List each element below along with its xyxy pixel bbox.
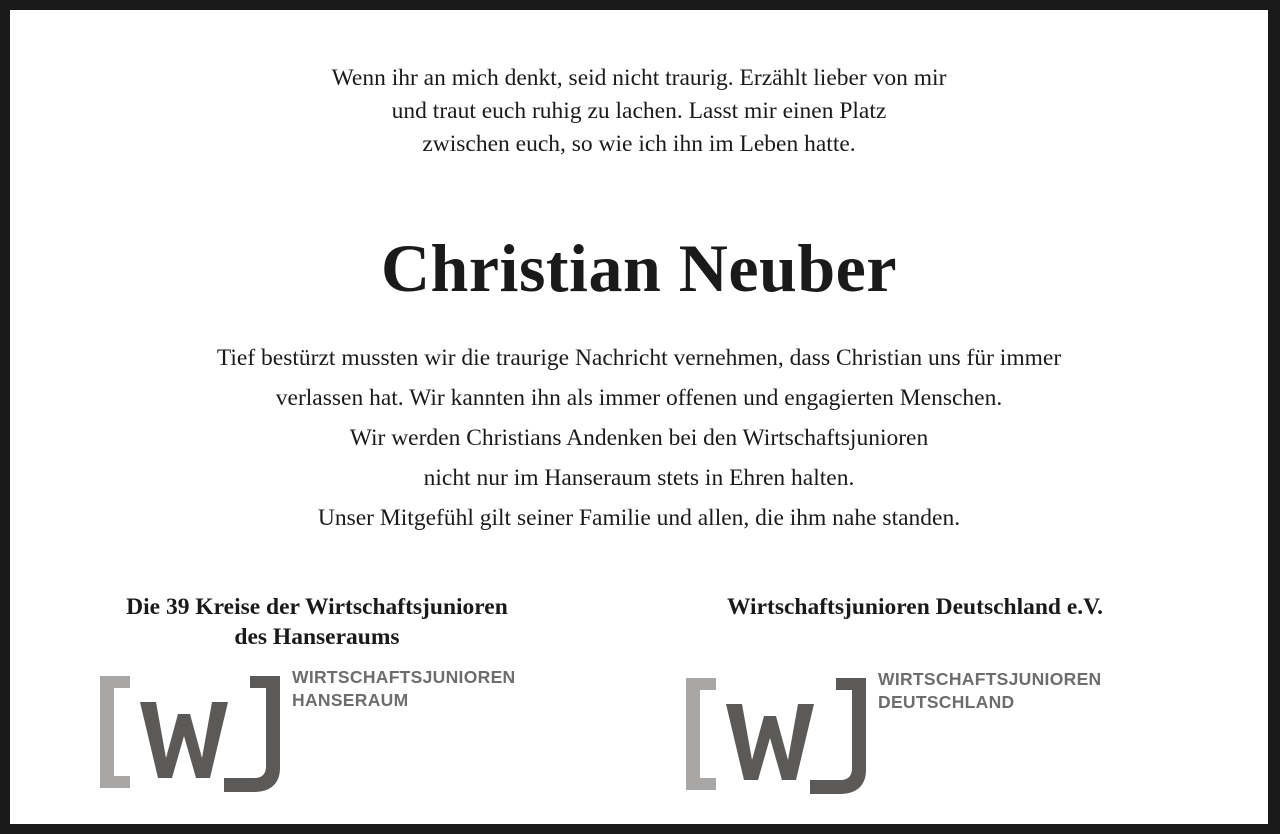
signer-line: Wirtschaftsjunioren Deutschland e.V. xyxy=(726,594,1104,620)
death-notice xyxy=(10,10,1268,824)
wj-logo-icon xyxy=(100,662,280,798)
poem-line: zwischen euch, so wie ich ihn im Leben hatte. xyxy=(422,131,856,157)
logo-text-line: DEUTSCHLAND xyxy=(878,692,1015,712)
poem-line: Wenn ihr an mich denkt, seid nicht traurig. Erzählt lieber von mir xyxy=(331,65,947,91)
logo-text-line: HANSERAUM xyxy=(292,690,409,710)
deceased-name: Christian Neuber xyxy=(380,230,898,306)
signer-line: des Hanseraums xyxy=(234,624,400,650)
poem-line: und traut euch ruhig zu lachen. Lasst mir einen Platz xyxy=(391,98,887,124)
logo-wordmark xyxy=(878,668,1101,714)
message-line: Tief bestürzt mussten wir die traurige Nachricht vernehmen, dass Christian uns für immer xyxy=(216,345,1062,371)
memorial-poem xyxy=(10,62,1268,161)
wj-logo-icon xyxy=(686,664,866,800)
wj-hanseraum-logo xyxy=(100,662,580,802)
logo-wordmark xyxy=(292,666,515,712)
signer-line: Die 39 Kreise der Wirtschaftsjunioren xyxy=(126,594,508,620)
message-line: Wir werden Christians Andenken bei den Wirtschaftsjunioren xyxy=(349,425,929,451)
signer-deutschland xyxy=(660,592,1170,622)
signer-hanseraum xyxy=(62,592,572,652)
logo-text-line: WIRTSCHAFTSJUNIOREN xyxy=(878,669,1102,689)
wj-deutschland-logo xyxy=(686,664,1166,804)
message-line: verlassen hat. Wir kannten ihn als immer offenen und engagierten Menschen. xyxy=(275,385,1003,411)
message-line: Unser Mitgefühl gilt seiner Familie und allen, die ihm nahe standen. xyxy=(317,505,961,531)
logo-text-line: WIRTSCHAFTSJUNIOREN xyxy=(292,667,516,687)
condolence-message xyxy=(10,338,1268,538)
message-line: nicht nur im Hanseraum stets in Ehren halten. xyxy=(423,465,855,491)
